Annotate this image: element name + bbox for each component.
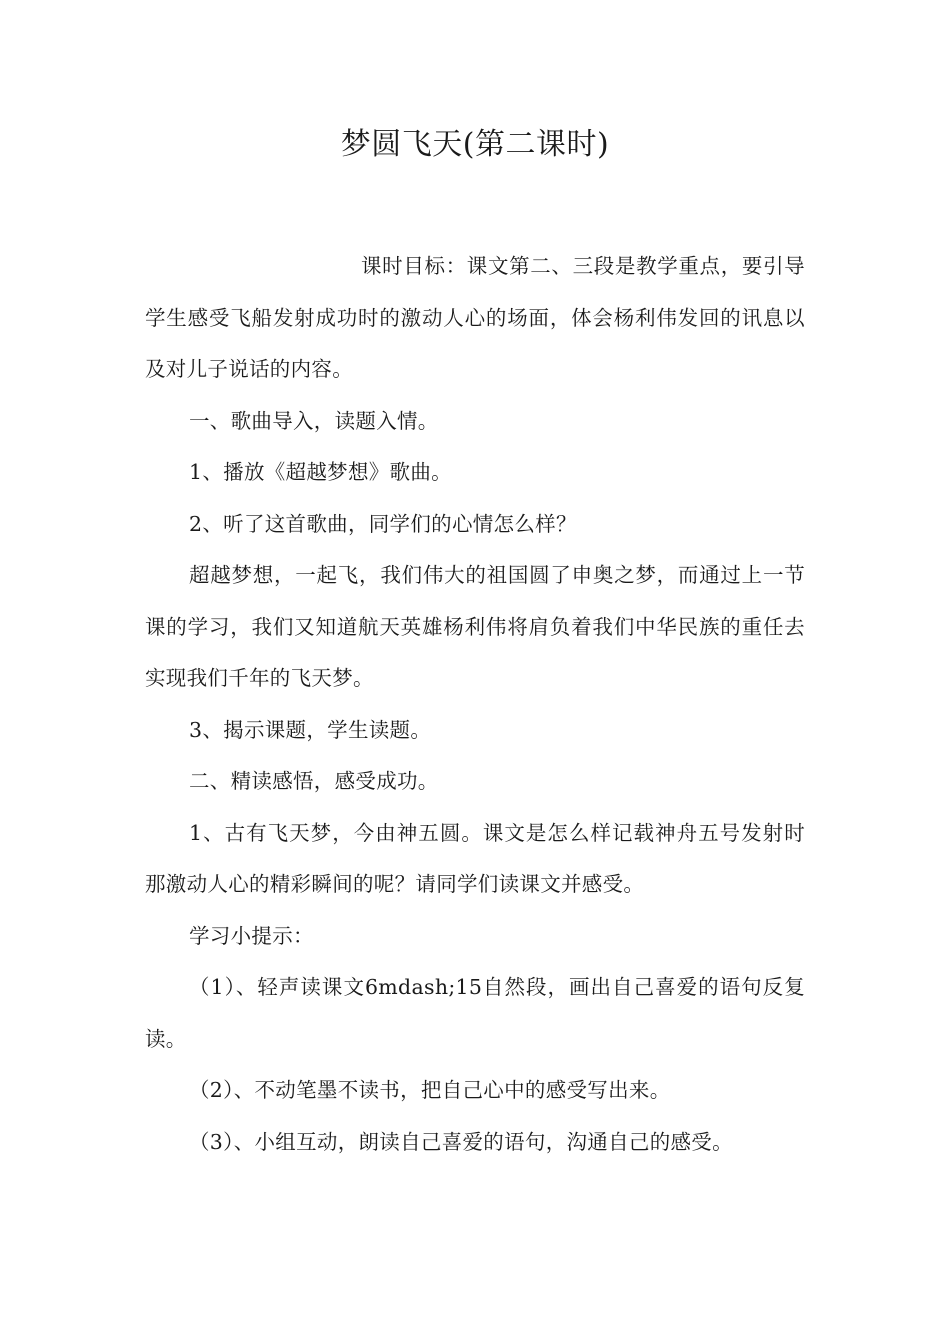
- document-body: [145, 241, 805, 1168]
- paragraph-step-1: 1、播放《超越梦想》歌曲。: [189, 460, 452, 484]
- paragraph-tip-2: （2）、不动笔墨不读书，把自己心中的感受写出来。: [189, 1078, 671, 1102]
- paragraph-tip-3: （3）、小组互动，朗读自己喜爱的语句，沟通自己的感受。: [189, 1129, 733, 1154]
- paragraph-section-one-heading: 一、歌曲导入，读题入情。: [189, 408, 439, 433]
- paragraph-section-two-heading: 二、精读感悟，感受成功。: [189, 769, 439, 793]
- page-title: 梦圆飞天(第二课时): [340, 127, 610, 162]
- paragraph-section-two-step-1: 1、古有飞天梦，今由神五圆。课文是怎么样记载神舟五号发射时那激动人心的精彩瞬间的呢？请同学们读课文并感受。: [145, 820, 805, 896]
- paragraph-dream-intro: 超越梦想，一起飞，我们伟大的祖国圆了申奥之梦，而通过上一节课的学习，我们又知道航天英雄杨利伟将肩负着我们中华民族的重任去实现我们千年的飞天梦。: [145, 563, 805, 690]
- paragraph-step-2: 2、听了这首歌曲，同学们的心情怎么样？: [189, 511, 577, 536]
- paragraph-step-3: 3、揭示课题，学生读题。: [189, 717, 432, 742]
- paragraph-lesson-goal: 课时目标：课文第二、三段是教学重点，要引导学生感受飞船发射成功时的激动人心的场面，体会杨利伟发回的讯息以及对儿子说话的内容。: [145, 254, 805, 381]
- paragraph-study-tips-heading: 学习小提示：: [189, 923, 314, 948]
- paragraph-tip-1: （1）、轻声读课文6mdash;15自然段，画出自己喜爱的语句反复读。: [145, 975, 805, 1051]
